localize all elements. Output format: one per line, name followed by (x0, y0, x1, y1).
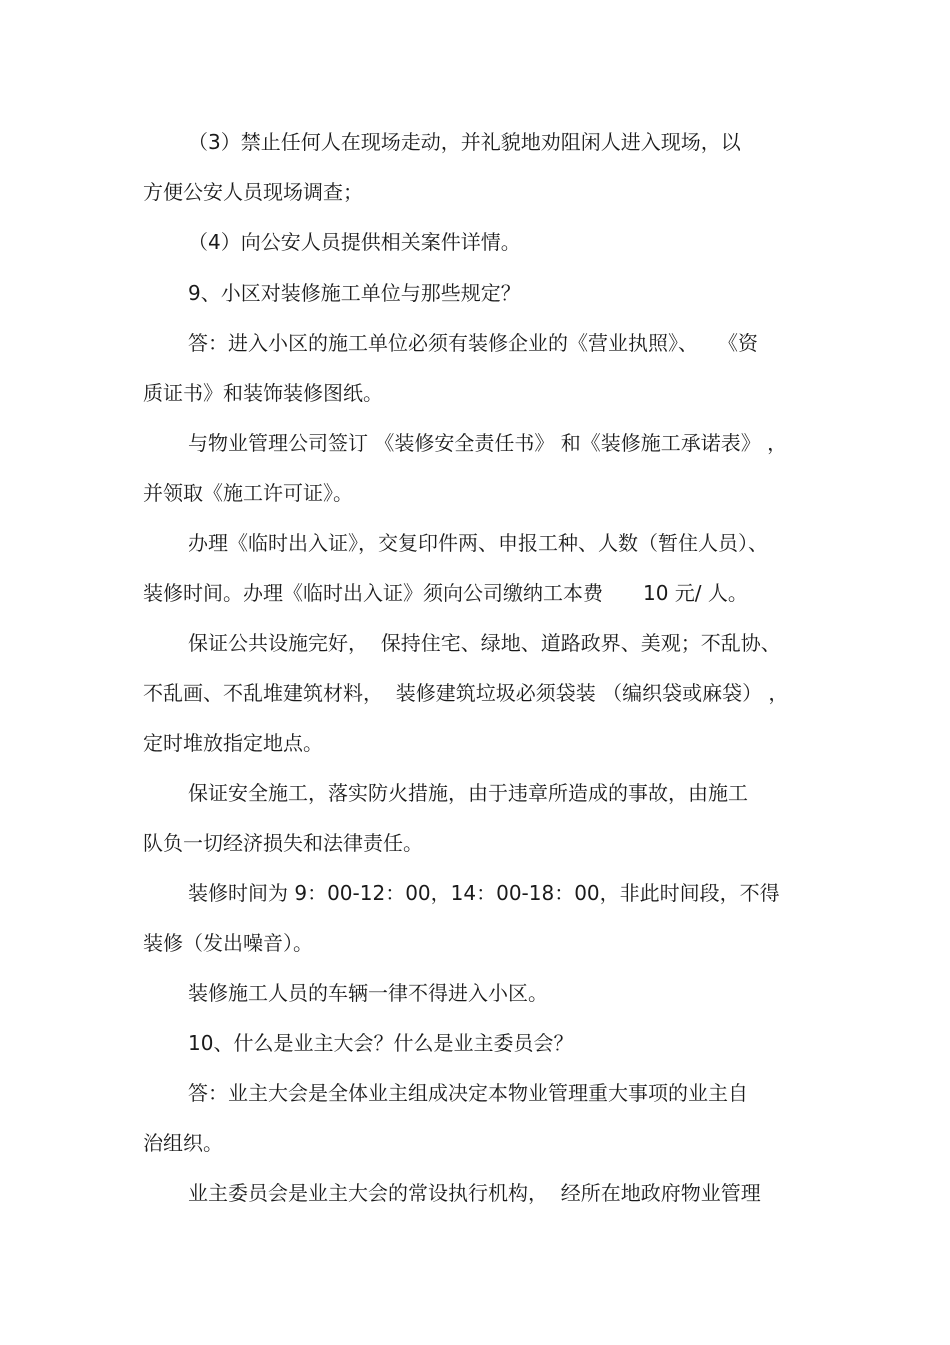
text-line: 装修时间为 9：00-12：00，14：00-18：00，非此时间段，不得 (188, 881, 780, 905)
text-line: 办理《临时出入证》，交复印件两、申报工种、人数（暂住人员）、 (188, 531, 768, 555)
text-line: 答：进入小区的施工单位必须有装修企业的《营业执照》、 《资 (188, 331, 758, 355)
text-line: 不乱画、不乱堆建筑材料， 装修建筑垃圾必须袋装 （编织袋或麻袋） ， (143, 681, 789, 705)
text-line: 保证安全施工，落实防火措施，由于违章所造成的事故，由施工 (188, 781, 748, 805)
text-line: 质证书》和装饰装修图纸。 (143, 381, 383, 405)
text-line: 队负一切经济损失和法律责任。 (143, 831, 423, 855)
text-line: 9、小区对装修施工单位与那些规定？ (188, 281, 521, 305)
text-line: 装修施工人员的车辆一律不得进入小区。 (188, 981, 548, 1005)
text-line: 与物业管理公司签订 《装修安全责任书》 和《装修施工承诺表》 ， (188, 431, 788, 455)
text-line: 装修（发出噪音）。 (143, 931, 313, 955)
text-line: 答：业主大会是全体业主组成决定本物业管理重大事项的业主自 (188, 1081, 748, 1105)
text-line: 业主委员会是业主大会的常设执行机构， 经所在地政府物业管理 (188, 1181, 761, 1205)
text-line: （4）向公安人员提供相关案件详情。 (188, 230, 521, 254)
text-line: （3）禁止任何人在现场走动，并礼貌地劝阻闲人进入现场，以 (188, 130, 741, 154)
text-line: 定时堆放指定地点。 (143, 731, 323, 755)
text-line: 10、什么是业主大会？什么是业主委员会？ (188, 1031, 574, 1055)
text-line: 装修时间。办理《临时出入证》须向公司缴纳工本费 10 元/ 人。 (143, 581, 748, 605)
text-line: 治组织。 (143, 1131, 223, 1155)
text-line: 并领取《施工许可证》。 (143, 481, 353, 505)
text-line: 保证公共设施完好， 保持住宅、绿地、道路政界、美观；不乱协、 (188, 631, 781, 655)
text-line: 方便公安人员现场调查； (143, 180, 363, 204)
